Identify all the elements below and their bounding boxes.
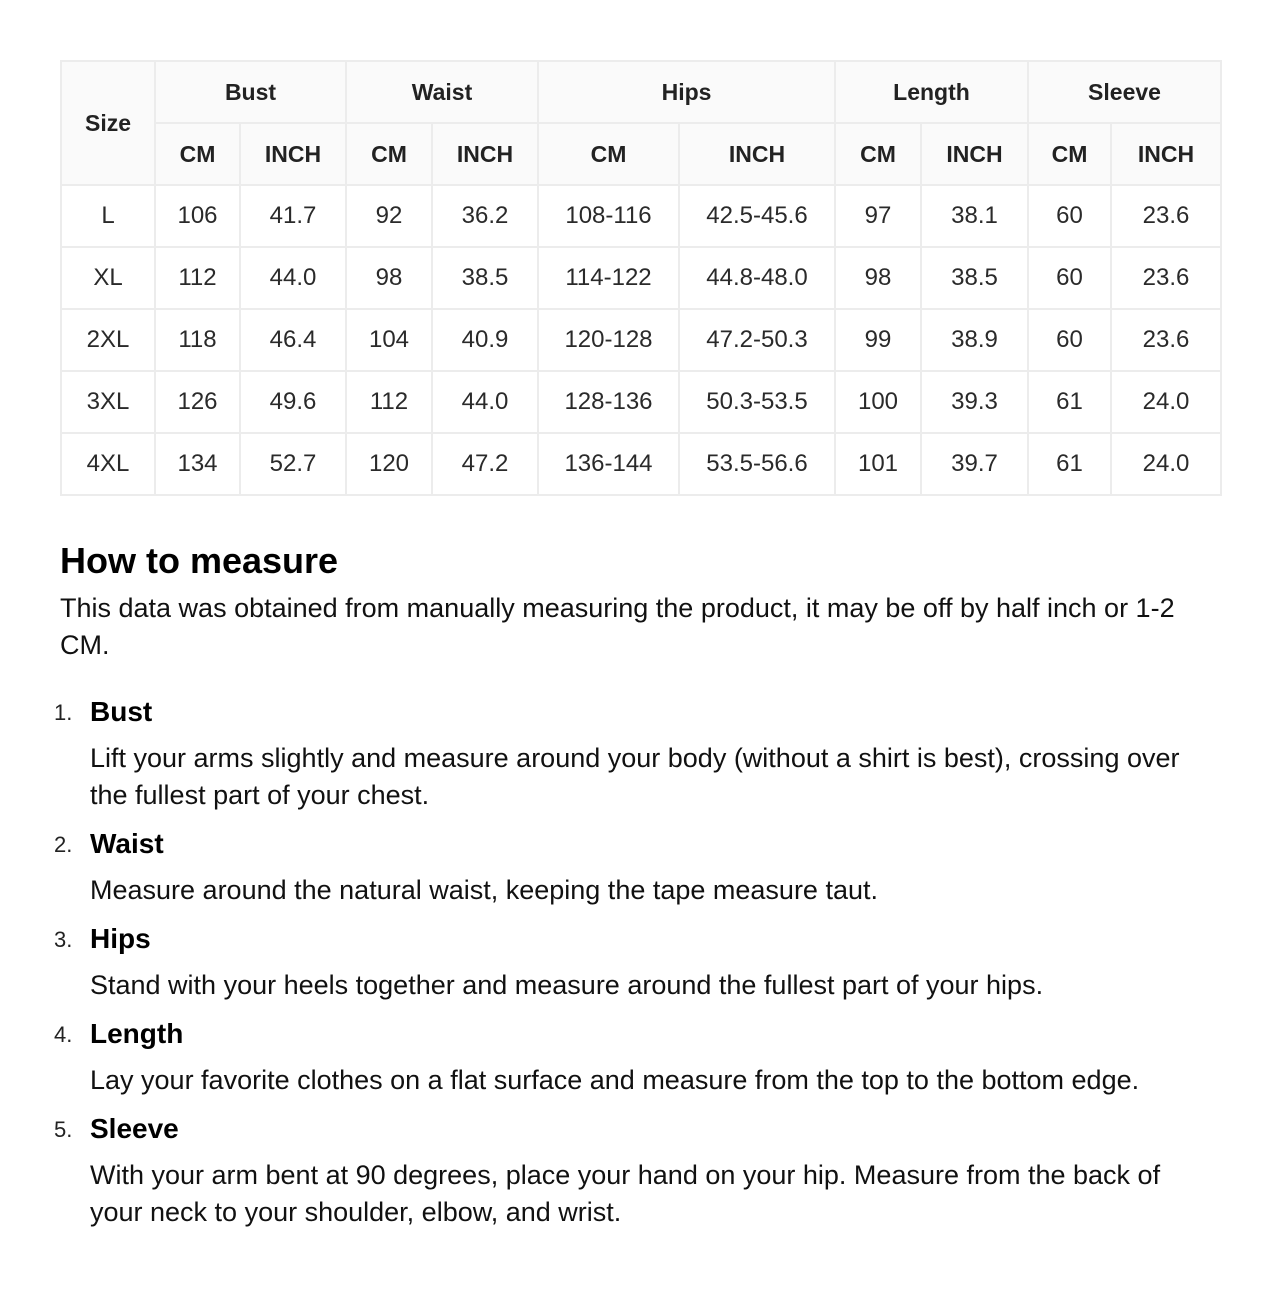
- step-title: Waist: [90, 828, 164, 859]
- size-column-header: Size: [61, 61, 155, 185]
- length-group-header: Length: [835, 61, 1028, 123]
- step-title: Hips: [90, 923, 151, 954]
- table-cell: 53.5-56.6: [679, 433, 835, 495]
- step-description: With your arm bent at 90 degrees, place your hand on your hip. Measure from the back of your neck to your shoulder, elbow, and wrist.: [90, 1160, 1161, 1227]
- table-cell: 38.9: [921, 309, 1028, 371]
- table-cell: 36.2: [432, 185, 538, 247]
- table-cell: 44.0: [240, 247, 346, 309]
- table-cell: 60: [1028, 309, 1111, 371]
- unit-header-cm: CM: [835, 123, 921, 185]
- step-description: Stand with your heels together and measure around the fullest part of your hips.: [90, 970, 1044, 1000]
- size-cell: 3XL: [61, 371, 155, 433]
- measurement-disclaimer: This data was obtained from manually measuring the product, it may be off by half inch or 1-2 CM.: [60, 593, 1175, 660]
- table-cell: 101: [835, 433, 921, 495]
- table-cell: 120-128: [538, 309, 679, 371]
- step-number: 5.: [54, 1117, 73, 1142]
- step-title: Sleeve: [90, 1113, 179, 1144]
- table-cell: 41.7: [240, 185, 346, 247]
- unit-header-inch: INCH: [921, 123, 1028, 185]
- table-cell: 24.0: [1111, 433, 1221, 495]
- table-cell: 50.3-53.5: [679, 371, 835, 433]
- table-cell: 39.3: [921, 371, 1028, 433]
- table-cell: 60: [1028, 185, 1111, 247]
- bust-group-header: Bust: [155, 61, 346, 123]
- table-cell: 60: [1028, 247, 1111, 309]
- list-item: [54, 921, 1220, 1004]
- table-cell: 100: [835, 371, 921, 433]
- table-cell: 118: [155, 309, 240, 371]
- table-cell: 38.5: [921, 247, 1028, 309]
- step-number: 1.: [54, 700, 73, 725]
- table-cell: 44.0: [432, 371, 538, 433]
- header-row-groups: [61, 61, 1221, 123]
- table-cell: 38.5: [432, 247, 538, 309]
- table-cell: 47.2: [432, 433, 538, 495]
- table-cell: 23.6: [1111, 185, 1221, 247]
- table-cell: 99: [835, 309, 921, 371]
- table-cell: 61: [1028, 371, 1111, 433]
- unit-header-cm: CM: [155, 123, 240, 185]
- unit-header-inch: INCH: [240, 123, 346, 185]
- step-title: Length: [90, 1018, 184, 1049]
- table-cell: 104: [346, 309, 432, 371]
- table-cell: 128-136: [538, 371, 679, 433]
- list-item: [54, 1016, 1220, 1099]
- table-cell: 42.5-45.6: [679, 185, 835, 247]
- list-item: [54, 826, 1220, 909]
- unit-header-cm: CM: [346, 123, 432, 185]
- step-number: 4.: [54, 1022, 73, 1047]
- step-number: 2.: [54, 832, 73, 857]
- table-cell: 23.6: [1111, 247, 1221, 309]
- list-item: [54, 694, 1220, 814]
- unit-header-inch: INCH: [432, 123, 538, 185]
- table-cell: 98: [346, 247, 432, 309]
- table-cell: 40.9: [432, 309, 538, 371]
- table-cell: 39.7: [921, 433, 1028, 495]
- waist-group-header: Waist: [346, 61, 538, 123]
- table-cell: 61: [1028, 433, 1111, 495]
- table-cell: 98: [835, 247, 921, 309]
- table-row: [61, 371, 1221, 433]
- table-cell: 23.6: [1111, 309, 1221, 371]
- unit-header-cm: CM: [1028, 123, 1111, 185]
- list-item: [54, 1111, 1220, 1231]
- sleeve-group-header: Sleeve: [1028, 61, 1221, 123]
- step-number: 3.: [54, 927, 73, 952]
- table-cell: 52.7: [240, 433, 346, 495]
- table-cell: 97: [835, 185, 921, 247]
- size-cell: L: [61, 185, 155, 247]
- table-cell: 134: [155, 433, 240, 495]
- table-cell: 44.8-48.0: [679, 247, 835, 309]
- table-cell: 108-116: [538, 185, 679, 247]
- step-description: Lay your favorite clothes on a flat surface and measure from the top to the bottom edge.: [90, 1065, 1140, 1095]
- table-cell: 112: [346, 371, 432, 433]
- header-row-units: [61, 123, 1221, 185]
- unit-header-inch: INCH: [679, 123, 835, 185]
- step-description: Lift your arms slightly and measure around your body (without a shirt is best), crossing over the fullest part of your chest.: [90, 743, 1180, 810]
- table-cell: 120: [346, 433, 432, 495]
- table-cell: 114-122: [538, 247, 679, 309]
- table-cell: 112: [155, 247, 240, 309]
- step-description: Measure around the natural waist, keeping the tape measure taut.: [90, 875, 878, 905]
- measurement-steps-list: [54, 694, 1220, 1231]
- table-row: [61, 433, 1221, 495]
- table-cell: 136-144: [538, 433, 679, 495]
- size-cell: 4XL: [61, 433, 155, 495]
- table-cell: 92: [346, 185, 432, 247]
- hips-group-header: Hips: [538, 61, 835, 123]
- table-cell: 38.1: [921, 185, 1028, 247]
- size-cell: XL: [61, 247, 155, 309]
- size-table-body: [61, 185, 1221, 495]
- table-row: [61, 185, 1221, 247]
- how-to-measure-title: How to measure: [60, 540, 339, 581]
- unit-header-cm: CM: [538, 123, 679, 185]
- table-cell: 126: [155, 371, 240, 433]
- table-cell: 106: [155, 185, 240, 247]
- table-cell: 47.2-50.3: [679, 309, 835, 371]
- table-row: [61, 309, 1221, 371]
- table-cell: 46.4: [240, 309, 346, 371]
- unit-header-inch: INCH: [1111, 123, 1221, 185]
- table-cell: 49.6: [240, 371, 346, 433]
- size-cell: 2XL: [61, 309, 155, 371]
- table-cell: 24.0: [1111, 371, 1221, 433]
- step-title: Bust: [90, 696, 153, 727]
- size-chart-table: [60, 60, 1222, 496]
- table-row: [61, 247, 1221, 309]
